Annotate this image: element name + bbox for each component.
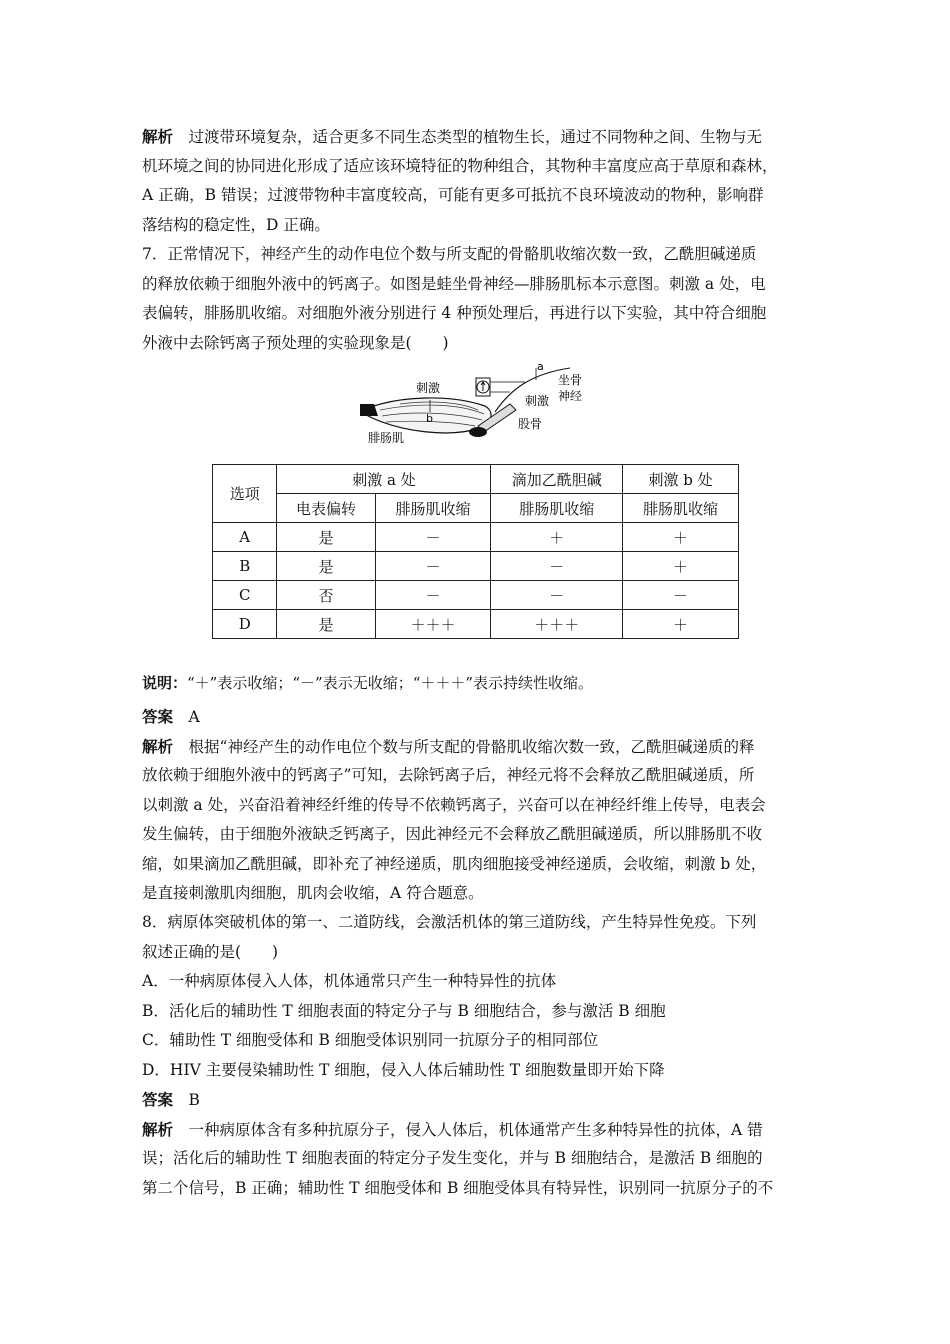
header-ach: 滴加乙酰胆碱 xyxy=(491,465,623,494)
answer-value: A xyxy=(188,708,200,726)
option-c: C．辅助性 T 细胞受体和 B 细胞受体识别同一抗原分子的相同部位 xyxy=(142,1031,599,1049)
analysis-line: 发生偏转，由于细胞外液缺乏钙离子，因此神经元不会释放乙酰胆碱递质，所以腓肠肌不收 xyxy=(142,825,763,843)
question-line: 表偏转，腓肠肌收缩。对细胞外液分别进行 4 种预处理后，再进行以下实验，其中符合细胞 xyxy=(142,304,767,322)
cell-muscle: － xyxy=(491,581,623,610)
label-a: a xyxy=(537,360,544,373)
note-label: 说明： xyxy=(142,674,188,692)
cell-option: D xyxy=(213,610,277,639)
cell-muscle: ＋＋＋ xyxy=(491,610,623,639)
option-a: A．一种病原体侵入人体，机体通常只产生一种特异性的抗体 xyxy=(142,972,557,990)
analysis-line: 机环境之间的协同进化形成了适应该环境特征的物种组合，其物种丰富度应高于草原和森林， xyxy=(142,156,778,175)
cell-meter: 是 xyxy=(277,610,375,639)
subheader-meter: 电表偏转 xyxy=(277,494,375,523)
cell-option: C xyxy=(213,581,277,610)
header-option: 选项 xyxy=(213,465,277,523)
cell-meter: 是 xyxy=(277,523,375,552)
cell-muscle: ＋ xyxy=(491,523,623,552)
cell-muscle: ＋ xyxy=(623,523,739,552)
question-line: 8．病原体突破机体的第一、二道防线，会激活机体的第三道防线，产生特异性免疫。下列 xyxy=(142,913,757,931)
header-stim-b: 刺激 b 处 xyxy=(623,465,739,494)
cell-muscle: ＋ xyxy=(623,610,739,639)
table-row xyxy=(213,552,739,581)
table-row xyxy=(213,610,739,639)
answer-analysis-q7 xyxy=(142,702,812,909)
label-stimulate-right: 刺激 xyxy=(525,394,550,408)
analysis-line: 缩，如果滴加乙酰胆碱，即补充了神经递质，肌肉细胞接受神经递质，会收缩，刺激 b 处， xyxy=(142,854,767,873)
cell-muscle: － xyxy=(375,552,491,581)
label-stimulate-left: 刺激 xyxy=(416,381,441,395)
question-8 xyxy=(142,908,812,1203)
cell-muscle: ＋＋＋ xyxy=(375,610,491,639)
label-nerve-1: 坐骨 xyxy=(558,373,583,387)
note-text: “＋”表示收缩；“－”表示无收缩；“＋＋＋”表示持续性收缩。 xyxy=(187,674,594,692)
table-note xyxy=(142,672,593,693)
label-b: b xyxy=(426,412,433,425)
experiment-table xyxy=(212,464,739,639)
cell-option: B xyxy=(213,552,277,581)
cell-muscle: ＋ xyxy=(623,552,739,581)
cell-meter: 是 xyxy=(277,552,375,581)
analysis-label: 解析 xyxy=(142,736,174,756)
cell-muscle: － xyxy=(375,523,491,552)
label-bone: 股骨 xyxy=(518,417,543,431)
analysis-line: 误；活化后的辅助性 T 细胞表面的特定分子发生变化，并与 B 细胞结合，是激活 B 细胞的 xyxy=(142,1149,763,1167)
analysis-q6 xyxy=(142,122,812,240)
label-muscle: 腓肠肌 xyxy=(368,431,405,445)
answer-value: B xyxy=(188,1091,200,1109)
cell-option: A xyxy=(213,523,277,552)
analysis-line: 第二个信号，B 正确；辅助性 T 细胞受体和 B 细胞受体具有特异性，识别同一抗原分子的不 xyxy=(142,1178,774,1197)
answer-label: 答案 xyxy=(142,707,174,726)
analysis-line: 以刺激 a 处，兴奋沿着神经纤维的传导不依赖钙离子，兴奋可以在神经纤维上传导，电表会 xyxy=(142,795,766,814)
analysis-line: 放依赖于细胞外液中的钙离子”可知，去除钙离子后，神经元将不会释放乙酰胆碱递质，所 xyxy=(142,766,755,784)
subheader-muscle: 腓肠肌收缩 xyxy=(623,494,739,523)
question-line: 叙述正确的是( ) xyxy=(142,942,279,961)
nerve-muscle-diagram xyxy=(360,360,600,460)
table-row xyxy=(213,523,739,552)
analysis-line: 落结构的稳定性，D 正确。 xyxy=(142,215,330,234)
question-line: 7．正常情况下，神经产生的动作电位个数与所支配的骨骼肌收缩次数一致，乙酰胆碱递质 xyxy=(142,245,757,263)
option-b: B．活化后的辅助性 T 细胞表面的特定分子与 B 细胞结合，参与激活 B 细胞 xyxy=(142,1001,666,1020)
option-d: D．HIV 主要侵染辅助性 T 细胞，侵入人体后辅助性 T 细胞数量即开始下降 xyxy=(142,1060,665,1079)
label-nerve-2: 神经 xyxy=(558,389,583,403)
header-stim-a: 刺激 a 处 xyxy=(277,465,491,494)
cell-muscle: － xyxy=(491,552,623,581)
analysis-line: A 正确，B 错误；过渡带物种丰富度较高，可能有更多可抵抗不良环境波动的物种，影响群 xyxy=(142,186,764,204)
analysis-label: 解析 xyxy=(142,1119,174,1139)
question-line: 的释放依赖于细胞外液中的钙离子。如图是蛙坐骨神经—腓肠肌标本示意图。刺激 a 处，电 xyxy=(142,274,766,293)
subheader-muscle: 腓肠肌收缩 xyxy=(491,494,623,523)
analysis-line: 是直接刺激肌肉细胞，肌肉会收缩，A 符合题意。 xyxy=(142,884,484,902)
question-line: 外液中去除钙离子预处理的实验现象是( ) xyxy=(142,333,449,352)
cell-muscle: － xyxy=(623,581,739,610)
table-row xyxy=(213,581,739,610)
analysis-line: 过渡带环境复杂，适合更多不同生态类型的植物生长，通过不同物种之间、生物与无 xyxy=(188,128,763,146)
cell-muscle: － xyxy=(375,581,491,610)
question-7 xyxy=(142,240,812,358)
analysis-line: 一种病原体含有多种抗原分子，侵入人体后，机体通常产生多种特异性的抗体，A 错 xyxy=(188,1120,763,1139)
analysis-line: 根据“神经产生的动作电位个数与所支配的骨骼肌收缩次数一致，乙酰胆碱递质的释 xyxy=(188,737,755,756)
subheader-muscle: 腓肠肌收缩 xyxy=(375,494,491,523)
analysis-label: 解析 xyxy=(142,127,174,146)
answer-label: 答案 xyxy=(142,1090,174,1109)
cell-meter: 否 xyxy=(277,581,375,610)
